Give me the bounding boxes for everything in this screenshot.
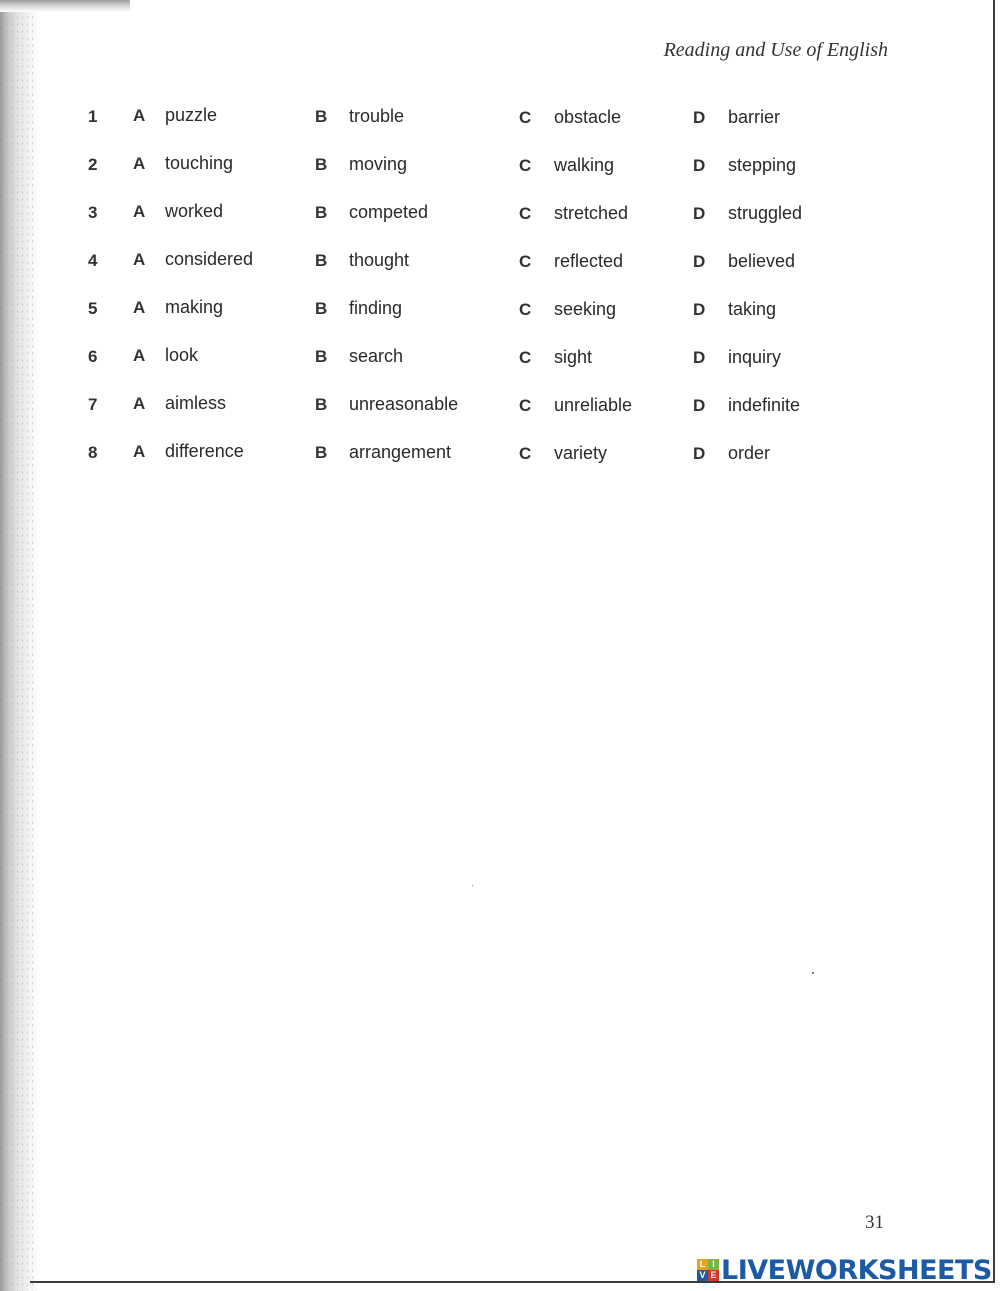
- option-text-b: thought: [349, 250, 410, 270]
- option-letter-c: C: [519, 444, 532, 463]
- option-text-b: moving: [349, 154, 408, 174]
- option-letter-a: A: [133, 154, 146, 173]
- option-text-c: reflected: [554, 251, 624, 271]
- running-header: Reading and Use of English: [663, 39, 888, 61]
- option-letter-d: D: [693, 348, 706, 367]
- option-letter-a: A: [133, 298, 146, 317]
- option-text-d: taking: [728, 299, 777, 319]
- option-text-d: indefinite: [728, 395, 801, 415]
- option-letter-a: A: [133, 250, 146, 269]
- option-letter-b: B: [315, 203, 328, 222]
- option-letter-b: B: [315, 251, 328, 270]
- question-number: 3: [88, 203, 98, 222]
- option-text-a: puzzle: [165, 105, 218, 125]
- option-letter-d: D: [693, 204, 706, 223]
- option-text-b: trouble: [349, 106, 405, 126]
- option-letter-c: C: [519, 108, 532, 127]
- option-text-a: look: [165, 345, 199, 365]
- option-letter-d: D: [693, 444, 706, 463]
- question-number: 1: [88, 107, 98, 126]
- option-text-b: search: [349, 346, 404, 366]
- option-text-a: worked: [165, 201, 224, 221]
- option-letter-a: A: [133, 346, 146, 365]
- option-text-a: considered: [165, 249, 254, 269]
- page-number: 31: [865, 1212, 884, 1233]
- option-letter-b: B: [315, 395, 328, 414]
- brand-logo-tile: V: [697, 1270, 708, 1281]
- option-letter-d: D: [693, 252, 706, 271]
- brand-logo-tile: L: [697, 1259, 708, 1270]
- question-row: [0, 154, 900, 184]
- scan-speck: [812, 972, 814, 974]
- option-letter-b: B: [315, 347, 328, 366]
- question-number: 7: [88, 395, 98, 414]
- option-letter-b: B: [315, 107, 328, 126]
- option-letter-a: A: [133, 442, 146, 461]
- question-number: 2: [88, 155, 98, 174]
- option-letter-a: A: [133, 394, 146, 413]
- binding-texture: [0, 0, 36, 1291]
- option-letter-b: B: [315, 299, 328, 318]
- question-row: [0, 202, 900, 232]
- option-text-b: finding: [349, 298, 403, 318]
- option-text-d: struggled: [728, 203, 803, 223]
- option-text-c: walking: [554, 155, 615, 175]
- option-letter-c: C: [519, 396, 532, 415]
- option-text-a: difference: [165, 441, 244, 461]
- option-text-c: obstacle: [554, 107, 622, 127]
- brand-watermark: [697, 1255, 992, 1285]
- option-text-a: aimless: [165, 393, 227, 413]
- option-text-c: seeking: [554, 299, 617, 319]
- question-number: 6: [88, 347, 98, 366]
- option-letter-a: A: [133, 202, 146, 221]
- option-text-d: believed: [728, 251, 796, 271]
- option-text-a: making: [165, 297, 224, 317]
- option-letter-c: C: [519, 252, 532, 271]
- question-row: [0, 298, 900, 328]
- brand-logo-icon: [697, 1259, 719, 1281]
- question-number: 8: [88, 443, 98, 462]
- scan-speck: [472, 885, 473, 886]
- option-text-b: unreasonable: [349, 394, 459, 414]
- question-number: 4: [88, 251, 98, 270]
- option-letter-c: C: [519, 156, 532, 175]
- question-row: [0, 394, 900, 424]
- option-text-b: arrangement: [349, 442, 452, 462]
- brand-logo-tile: E: [708, 1270, 719, 1281]
- option-letter-a: A: [133, 106, 146, 125]
- option-letter-d: D: [693, 156, 706, 175]
- option-text-a: touching: [165, 153, 234, 173]
- option-letter-d: D: [693, 396, 706, 415]
- option-text-c: unreliable: [554, 395, 633, 415]
- option-text-c: variety: [554, 443, 608, 463]
- question-row: [0, 250, 900, 280]
- brand-name: LIVEWORKSHEETS: [721, 1254, 992, 1286]
- option-text-d: barrier: [728, 107, 781, 127]
- page-top-edge-shadow: [0, 0, 130, 12]
- question-number: 5: [88, 299, 98, 318]
- question-row: [0, 346, 900, 376]
- option-letter-d: D: [693, 108, 706, 127]
- option-letter-c: C: [519, 348, 532, 367]
- option-text-d: stepping: [728, 155, 797, 175]
- question-row: [0, 442, 900, 472]
- option-letter-c: C: [519, 204, 532, 223]
- option-letter-c: C: [519, 300, 532, 319]
- option-text-c: stretched: [554, 203, 629, 223]
- option-letter-b: B: [315, 443, 328, 462]
- option-text-b: competed: [349, 202, 429, 222]
- option-letter-b: B: [315, 155, 328, 174]
- option-text-d: inquiry: [728, 347, 782, 367]
- option-text-c: sight: [554, 347, 593, 367]
- question-row: [0, 106, 900, 136]
- brand-logo-tile: I: [708, 1259, 719, 1270]
- page-right-edge: [993, 0, 995, 1283]
- option-text-d: order: [728, 443, 771, 463]
- option-letter-d: D: [693, 300, 706, 319]
